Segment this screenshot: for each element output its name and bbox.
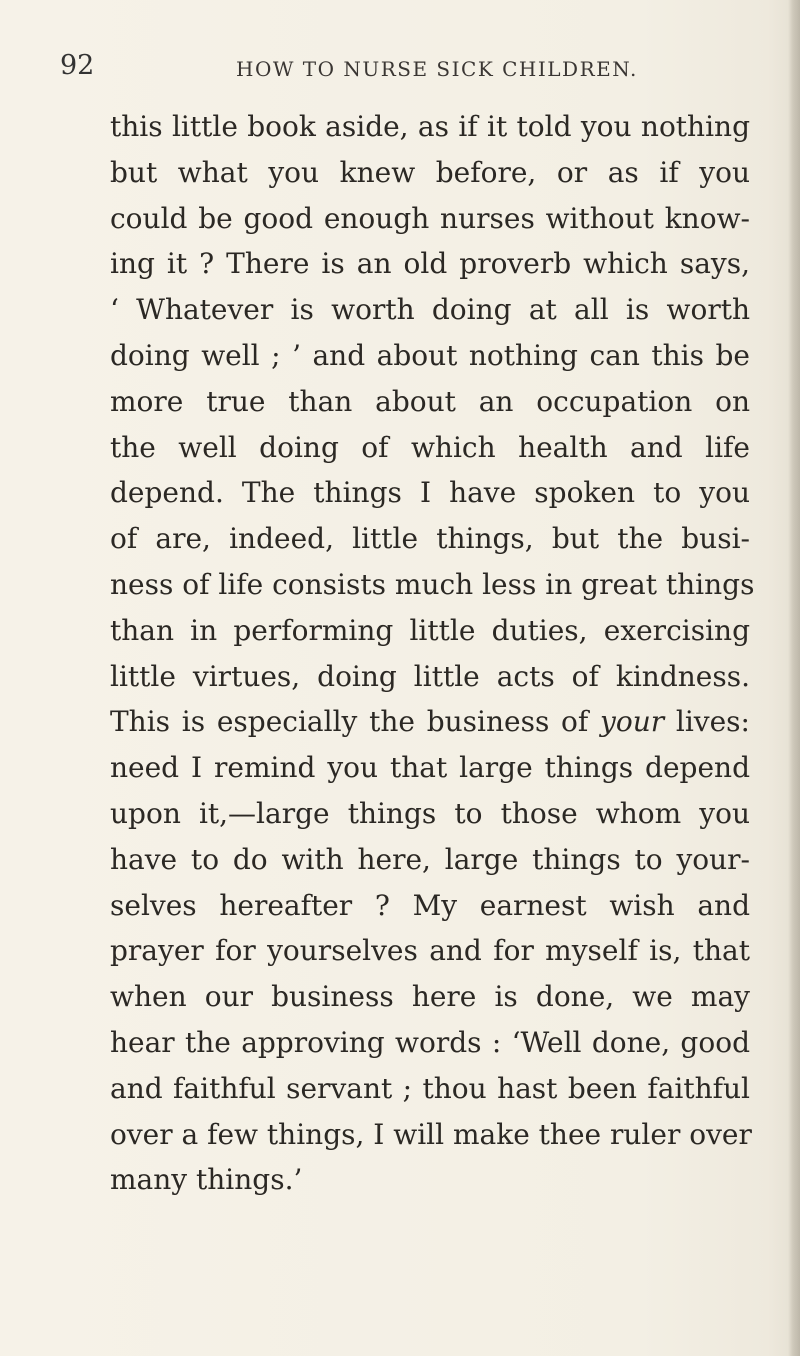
text-line: this little book aside, as if it told you nothing [110,110,750,143]
text-line: the well doing of which health and life [110,430,750,464]
text-segment: This is especially the business of [110,705,589,739]
text-line: selves hereafter ? My earnest wish and [110,888,750,922]
text-line: prayer for yourselves and for myself is, that [110,934,750,968]
text-line: ing it ? There is an old proverb which says, [110,247,750,281]
page-edge [788,0,800,1356]
text-line: doing well ; ’ and about nothing can this be [110,338,750,372]
text-line: ‘ Whatever is worth doing at all is worth [110,293,750,327]
italic-word: your [600,705,665,739]
text-line: ness of life consists much less in great things [110,567,755,601]
text-line: hear the approving words : ‘Well done, good [110,1025,750,1059]
text-line: little virtues, doing little acts of kindness. [110,659,750,693]
text-line: more true than about an occupation on [110,384,750,418]
running-head: HOW TO NURSE SICK CHILDREN. [236,57,638,81]
page-header [60,50,760,90]
text-line: upon it,—large things to those whom you [110,796,750,830]
text-line: over a few things, I will make thee ruler over [110,1117,752,1151]
text-line: could be good enough nurses without know- [110,201,750,235]
text-line: than in performing little duties, exercising [110,613,750,647]
text-segment: lives: [675,705,750,739]
text-line-with-italic [110,699,750,745]
text-line: and faithful servant ; thou hast been faithful [110,1071,750,1105]
page-number: 92 [60,50,95,81]
text-line: depend. The things I have spoken to you [110,476,750,510]
text-line: when our business here is done, we may [110,980,750,1014]
text-line: have to do with here, large things to your- [110,842,750,876]
text-line: of are, indeed, little things, but the busi- [110,522,750,556]
text-line: need I remind you that large things depend [110,751,750,785]
text-line-last: many things.’ [110,1163,303,1197]
text-line: but what you knew before, or as if you [110,155,750,189]
body-text [110,104,755,1203]
